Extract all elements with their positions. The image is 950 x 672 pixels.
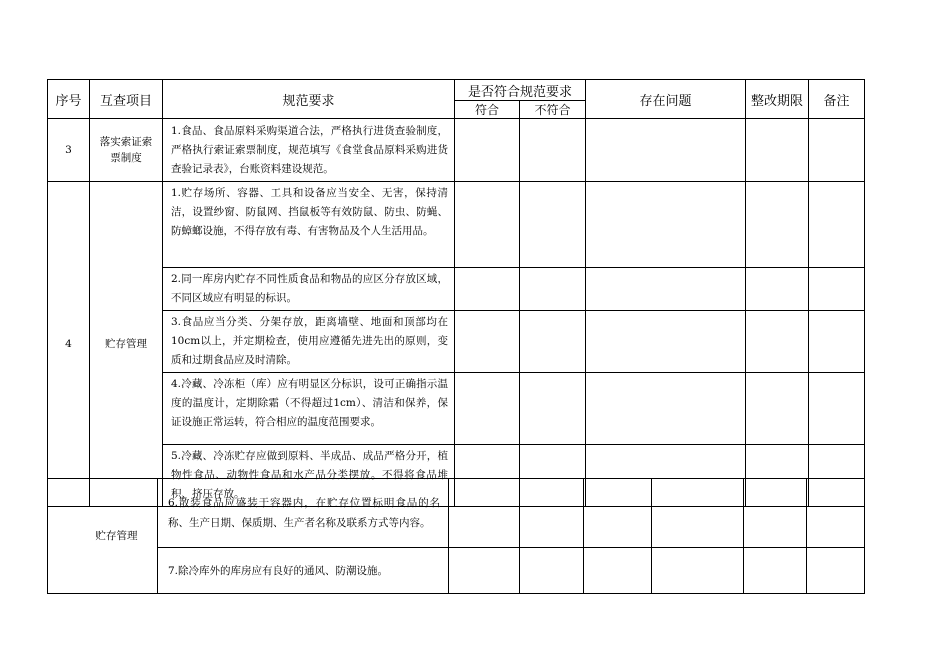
row-item-4: 贮存管理: [90, 182, 163, 507]
check-yes-3-1[interactable]: [455, 119, 520, 182]
check-yes-4-7[interactable]: [449, 548, 520, 594]
requirement-4-1: 1.贮存场所、容器、工具和设备应当安全、无害，保持清洁，设置纱窗、防鼠网、挡鼠板等有效防鼠、防虫、防蝇、防蟑螂设施，不得存放有毒、有害物品及个人生活用品。: [163, 182, 455, 268]
deadline-4-4[interactable]: [746, 373, 809, 445]
header-seq: 序号: [48, 80, 90, 119]
check-no-4-2[interactable]: [520, 268, 586, 311]
row-item-3: 落实索证索票制度: [90, 119, 163, 182]
header-deadline: 整改期限: [746, 80, 809, 119]
issues-4-3[interactable]: [586, 311, 746, 373]
row-item-4b: 贮存管理: [48, 479, 158, 594]
notes-4-6[interactable]: [807, 479, 865, 548]
check-no-4-3[interactable]: [520, 311, 586, 373]
requirement-4-3: 3.食品应当分类、分架存放，距离墙壁、地面和顶部均在10cm以上，并定期检查，使用应遵循先进先出的原则，变质和过期食品应及时清除。: [163, 311, 455, 373]
check-yes-4-1[interactable]: [455, 182, 520, 268]
header-no: 不符合: [520, 101, 586, 119]
header-yes: 符合: [455, 101, 520, 119]
check-no-3-1[interactable]: [520, 119, 586, 182]
check-no-4-7[interactable]: [520, 548, 584, 594]
notes-3-1[interactable]: [809, 119, 865, 182]
check-yes-4-6[interactable]: [449, 479, 520, 548]
requirement-4-2: 2.同一库房内贮存不同性质食品和物品的应区分存放区域，不同区域应有明显的标识。: [163, 268, 455, 311]
header-notes: 备注: [809, 80, 865, 119]
header-issues: 存在问题: [586, 80, 746, 119]
row-seq-4: 4: [48, 182, 90, 507]
check-yes-4-3[interactable]: [455, 311, 520, 373]
requirement-4-6: 6.散装食品应盛装于容器内，在贮存位置标明食品的名称、生产日期、保质期、生产者名称及联系方式等内容。: [158, 479, 449, 548]
requirement-3-1: 1.食品、食品原料采购渠道合法，严格执行进货查验制度，严格执行索证索票制度，规范填写《食堂食品原料采购进货查验记录表》，台账资料建设规范。: [163, 119, 455, 182]
issues-4-4[interactable]: [586, 373, 746, 445]
notes-4-4[interactable]: [809, 373, 865, 445]
notes-4-2[interactable]: [809, 268, 865, 311]
issues-4-1[interactable]: [586, 182, 746, 268]
notes-4-7[interactable]: [807, 548, 865, 594]
notes-4-1[interactable]: [809, 182, 865, 268]
check-yes-4-2[interactable]: [455, 268, 520, 311]
issues-extra-4-7[interactable]: [652, 548, 744, 594]
row-seq-3: 3: [48, 119, 90, 182]
inspection-table-lower: [47, 478, 865, 594]
header-compliance: 是否符合规范要求: [455, 80, 586, 101]
issues-4-7[interactable]: [584, 548, 652, 594]
check-yes-4-4[interactable]: [455, 373, 520, 445]
deadline-4-3[interactable]: [746, 311, 809, 373]
check-no-4-1[interactable]: [520, 182, 586, 268]
header-item: 互查项目: [90, 80, 163, 119]
requirement-4-7: 7.除冷库外的库房应有良好的通风、防潮设施。: [158, 548, 449, 594]
notes-4-3[interactable]: [809, 311, 865, 373]
deadline-4-2[interactable]: [746, 268, 809, 311]
deadline-4-6[interactable]: [744, 479, 807, 548]
deadline-4-7[interactable]: [744, 548, 807, 594]
issues-extra-4-6[interactable]: [652, 479, 744, 548]
check-no-4-4[interactable]: [520, 373, 586, 445]
requirement-4-5: 5.冷藏、冷冻贮存应做到原料、半成品、成品严格分开，植物性食品、动物性食品和水产品分类摆放。不得将食品堆积、挤压存放。: [163, 445, 455, 507]
deadline-3-1[interactable]: [746, 119, 809, 182]
header-requirement: 规范要求: [163, 80, 455, 119]
deadline-4-1[interactable]: [746, 182, 809, 268]
issues-4-2[interactable]: [586, 268, 746, 311]
issues-4-6[interactable]: [584, 479, 652, 548]
issues-3-1[interactable]: [586, 119, 746, 182]
requirement-4-4: 4.冷藏、冷冻柜（库）应有明显区分标识，设可正确指示温度的温度计，定期除霜（不得超过1cm）、清洁和保养，保证设施正常运转，符合相应的温度范围要求。: [163, 373, 455, 445]
check-no-4-6[interactable]: [520, 479, 584, 548]
inspection-table-upper: [47, 79, 865, 507]
